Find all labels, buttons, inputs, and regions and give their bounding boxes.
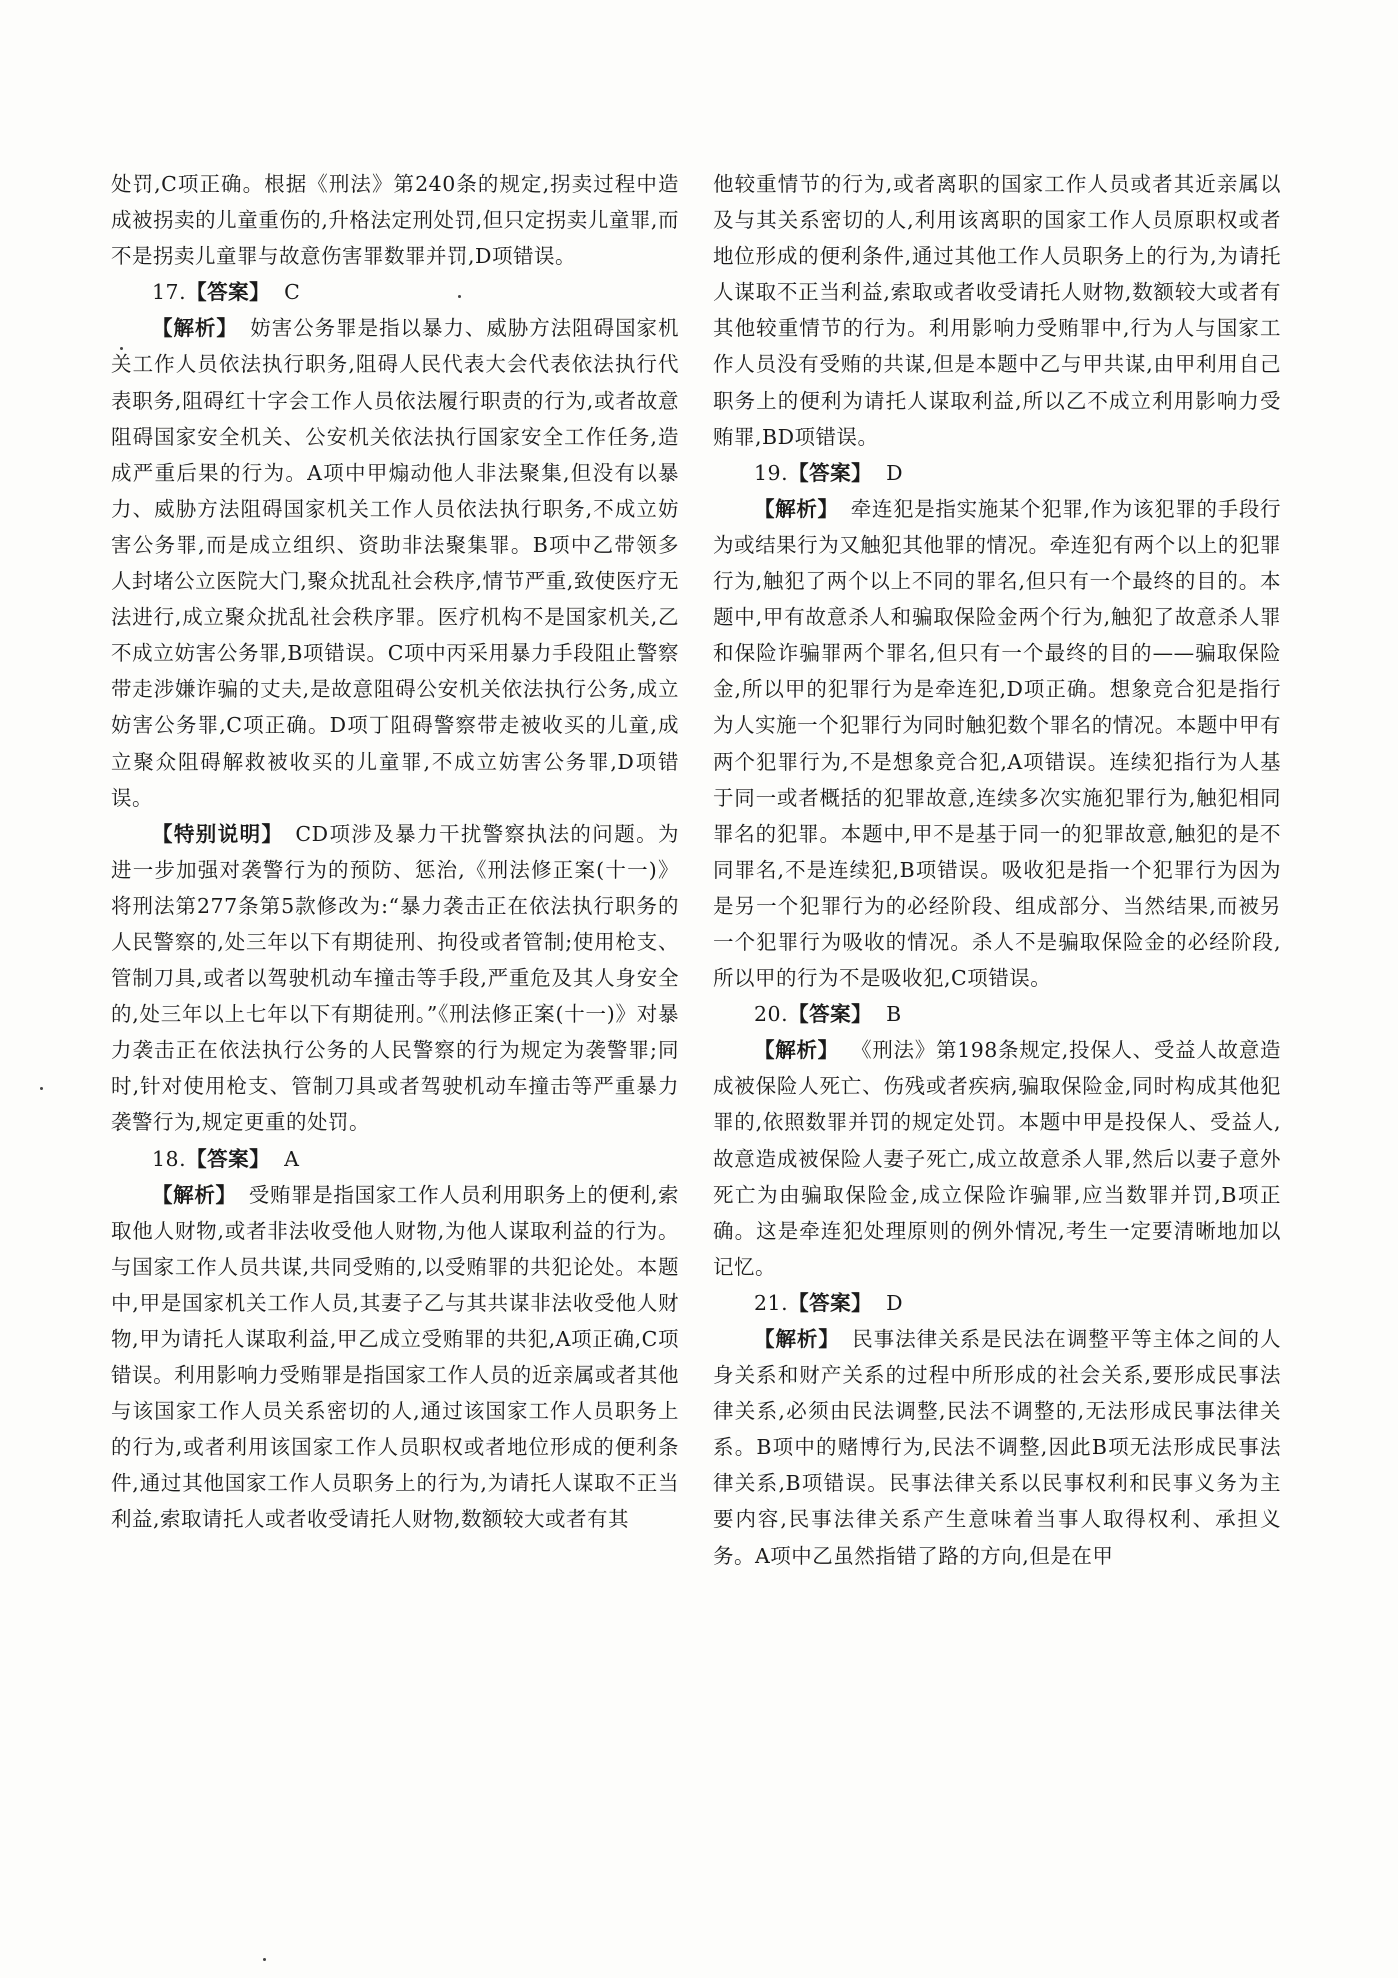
right-column <box>713 166 1281 1574</box>
paragraph-text: 他较重情节的行为,或者离职的国家工作人员或者其近亲属以及与其关系密切的人,利用该离职的国家工作人员原职权或者地位形成的便利条件,通过其他工作人员职务上的行为,为请托人谋取不正当利益,索取或者收受请托人财物,数额较大或者有其他较重情节的行为。利用影响力受贿罪中,行为人与国家工作人员没有受贿的共谋,但是本题中乙与甲共谋,由甲利用自己职务上的便利为请托人谋取利益,所以乙不成立利用影响力受贿罪,BD项错误。 <box>713 172 1281 449</box>
analysis-paragraph <box>111 310 679 815</box>
answer-value: C <box>284 280 301 305</box>
question-number: 17. <box>152 280 187 305</box>
answer-line <box>713 1285 1281 1321</box>
section-label: 【解析】 <box>754 1038 839 1063</box>
question-number: 18. <box>152 1146 187 1171</box>
answer-label: 【答案】 <box>788 460 873 485</box>
section-label: 【解析】 <box>754 496 839 521</box>
section-label: 【解析】 <box>152 316 238 341</box>
section-label: 【解析】 <box>754 1327 840 1351</box>
speck <box>263 1958 266 1961</box>
answer-label: 【答案】 <box>788 1290 873 1315</box>
analysis-paragraph <box>713 1321 1281 1574</box>
analysis-text: 《刑法》第198条规定,投保人、受益人故意造成被保险人死亡、伤残或者疾病,骗取保险金,同时构成其他犯罪的,依照数罪并罚的规定处罚。本题中甲是投保人、受益人,故意造成被保险人妻子死亡,成立故意杀人罪,然后以妻子意外死亡为由骗取保险金,成立保险诈骗罪,应当数罪并罚,B项正确。这是牵连犯处理原则的例外情况,考生一定要清晰地加以记忆。 <box>713 1038 1281 1279</box>
analysis-paragraph <box>111 1177 679 1538</box>
answer-line <box>713 996 1281 1032</box>
analysis-text: CD项涉及暴力干扰警察执法的问题。为进一步加强对袭警行为的预防、惩治,《刑法修正案(十一)》将刑法第277条第5款修改为:“暴力袭击正在依法执行职务的人民警察的,处三年以下有期徒刑、拘役或者管制;使用枪支、管制刀具,或者以驾驶机动车撞击等手段,严重危及其人身安全的,处三年以上七年以下有期徒刑。”《刑法修正案(十一)》对暴力袭击正在依法执行公务的人民警察的行为规定为袭警罪;同时,针对使用枪支、管制刀具或者驾驶机动车撞击等严重暴力袭警行为,规定更重的处罚。 <box>111 821 679 1135</box>
speck <box>458 295 461 298</box>
answer-line <box>111 1141 679 1177</box>
answer-value: A <box>284 1146 300 1171</box>
answer-value: D <box>886 1290 904 1315</box>
answer-value: D <box>886 460 904 485</box>
analysis-text: 妨害公务罪是指以暴力、威胁方法阻碍国家机关工作人员依法执行职务,阻碍人民代表大会代表依法执行代表职务,阻碍红十字会工作人员依法履行职责的行为,或者故意阻碍国家安全机关、公安机关依法执行国家安全工作任务,造成严重后果的行为。A项中甲煽动他人非法聚集,但没有以暴力、威胁方法阻碍国家机关工作人员依法执行职务,不成立妨害公务罪,而是成立组织、资助非法聚集罪。B项中乙带领多人封堵公立医院大门,聚众扰乱社会秩序,情节严重,致使医疗无法进行,成立聚众扰乱社会秩序罪。医疗机构不是国家机关,乙不成立妨害公务罪,B项错误。C项中丙采用暴力手段阻止警察带走涉嫌诈骗的丈夫,是故意阻碍公安机关依法执行公务,成立妨害公务罪,C项正确。D项丁阻碍警察带走被收买的儿童,成立聚众阻碍解救被收买的儿童罪,不成立妨害公务罪,D项错误。 <box>111 316 680 810</box>
question-number: 20. <box>754 1002 789 1027</box>
analysis-paragraph <box>111 816 679 1141</box>
question-number: 21. <box>754 1290 789 1315</box>
answer-line <box>111 274 679 310</box>
speck <box>120 347 123 350</box>
answer-line <box>713 455 1281 491</box>
paragraph-text: 处罚,C项正确。根据《刑法》第240条的规定,拐卖过程中造成被拐卖的儿童重伤的,升格法定刑处罚,但只定拐卖儿童罪,而不是拐卖儿童罪与故意伤害罪数罪并罚,D项错误。 <box>111 172 679 269</box>
question-number: 19. <box>754 460 789 485</box>
analysis-text: 受贿罪是指国家工作人员利用职务上的便利,索取他人财物,或者非法收受他人财物,为他人谋取利益的行为。与国家工作人员共谋,共同受贿的,以受贿罪的共犯论处。本题中,甲是国家机关工作人员,其妻子乙与其共谋非法收受他人财物,甲为请托人谋取利益,甲乙成立受贿罪的共犯,A项正确,C项错误。利用影响力受贿罪是指国家工作人员的近亲属或者其他与该国家工作人员关系密切的人,通过该国家工作人员职务上的行为,或者利用该国家工作人员职权或者地位形成的便利条件,通过其他国家工作人员职务上的行为,为请托人谋取不正当利益,索取请托人或者收受请托人财物,数额较大或者有其 <box>111 1182 680 1532</box>
speck <box>40 1087 43 1090</box>
answer-value: B <box>886 1002 902 1027</box>
analysis-paragraph <box>713 1032 1281 1285</box>
section-label: 【解析】 <box>152 1182 237 1207</box>
section-label: 【特别说明】 <box>152 821 284 846</box>
left-column <box>111 166 679 1538</box>
answer-label: 【答案】 <box>186 280 271 305</box>
analysis-text: 民事法律关系是民法在调整平等主体之间的人身关系和财产关系的过程中所形成的社会关系,要形成民事法律关系,必须由民法调整,民法不调整的,无法形成民事法律关系。B项中的赌博行为,民法不调整,因此B项无法形成民事法律关系,B项错误。民事法律关系以民事权利和民事义务为主要内容,民事法律关系产生意味着当事人取得权利、承担义务。A项中乙虽然指错了路的方向,但是在甲 <box>713 1327 1282 1568</box>
analysis-text: 牵连犯是指实施某个犯罪,作为该犯罪的手段行为或结果行为又触犯其他罪的情况。牵连犯有两个以上的犯罪行为,触犯了两个以上不同的罪名,但只有一个最终的目的。本题中,甲有故意杀人和骗取保险金两个行为,触犯了故意杀人罪和保险诈骗罪两个罪名,但只有一个最终的目的——骗取保险金,所以甲的犯罪行为是牵连犯,D项正确。想象竞合犯是指行为人实施一个犯罪行为同时触犯数个罪名的情况。本题中甲有两个犯罪行为,不是想象竞合犯,A项错误。连续犯指行为人基于同一或者概括的犯罪故意,连续多次实施犯罪行为,触犯相同罪名的犯罪。本题中,甲不是基于同一的犯罪故意,触犯的是不同罪名,不是连续犯,B项错误。吸收犯是指一个犯罪行为因为是另一个犯罪行为的必经阶段、组成部分、当然结果,而被另一个犯罪行为吸收的情况。杀人不是骗取保险金的必经阶段,所以甲的行为不是吸收犯,C项错误。 <box>713 496 1282 991</box>
answer-label: 【答案】 <box>788 1002 873 1027</box>
analysis-paragraph <box>713 491 1281 996</box>
answer-label: 【答案】 <box>186 1146 271 1171</box>
